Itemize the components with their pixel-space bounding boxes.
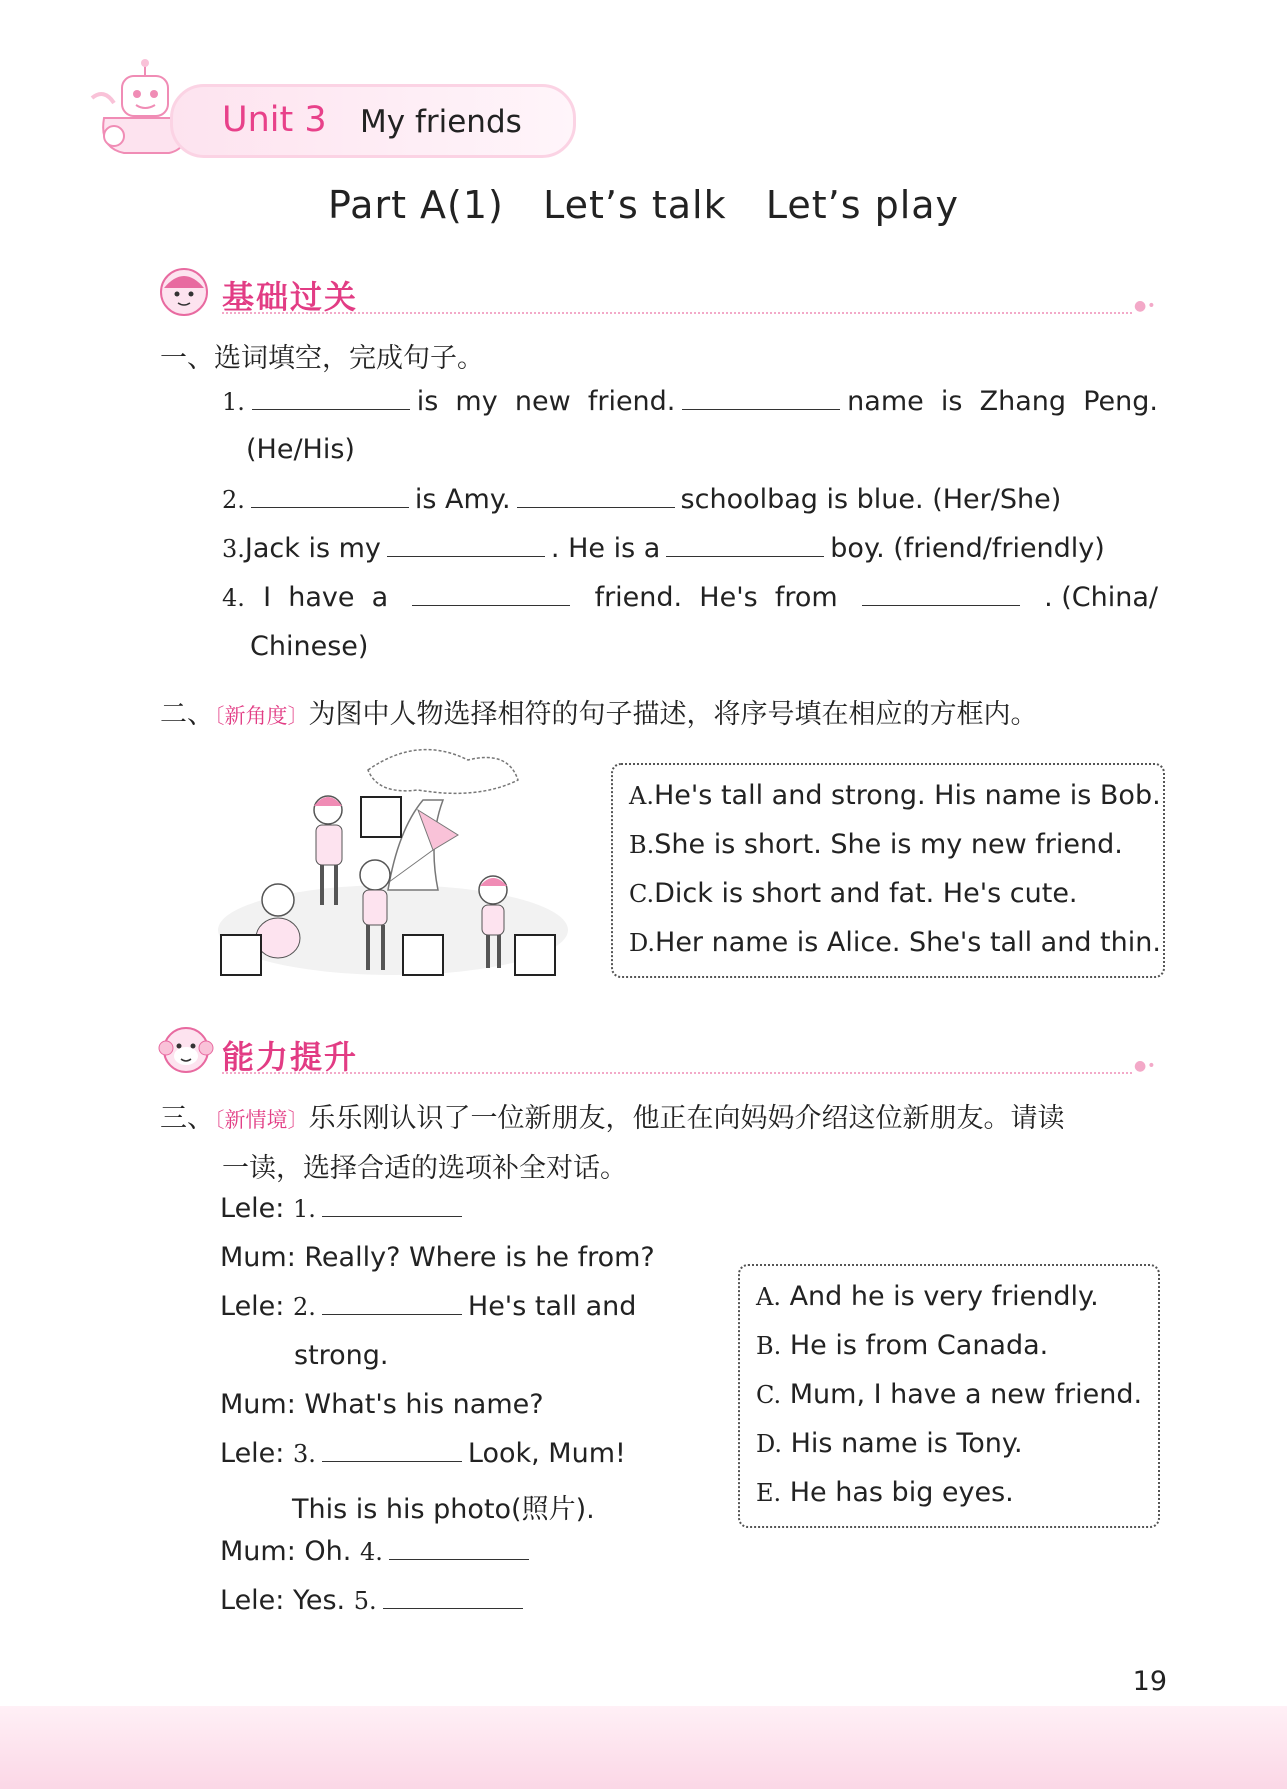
exercise-3-title — [160, 1096, 1065, 1135]
section-divider — [222, 1072, 1132, 1074]
answer-blank[interactable] — [517, 485, 675, 508]
divider-dots-icon: ●• — [1134, 1058, 1157, 1074]
question-text: . (China/ — [1044, 582, 1158, 613]
dialogue-line-9 — [220, 1585, 529, 1616]
answer-blank[interactable] — [251, 485, 409, 508]
option-letter: C. — [629, 880, 655, 908]
option-text: His name is Tony. — [790, 1428, 1023, 1459]
option-c — [629, 878, 1078, 909]
option-c — [756, 1379, 1142, 1410]
option-text: Dick is short and fat. He's cute. — [654, 878, 1078, 909]
question-text: schoolbag is blue. (Her/She) — [680, 484, 1062, 515]
question-text: is Amy. — [414, 484, 511, 515]
exercise-instruction: 为图中人物选择相符的句子描述，将序号填在相应的方框内。 — [308, 699, 1038, 730]
question-number: 1. — [222, 388, 245, 416]
dialogue-line-2: Mum: Really? Where is he from? — [220, 1242, 655, 1273]
answer-blank[interactable] — [252, 387, 410, 410]
page-title: Part A(1) Let’s talk Let’s play — [327, 183, 960, 227]
unit-number: Unit 3 — [222, 100, 327, 140]
speaker: Mum: Oh. — [220, 1536, 352, 1567]
question-3-line — [222, 533, 1105, 564]
exercise-1-title: 一、选词填空，完成句子。 — [160, 343, 484, 374]
answer-blank[interactable] — [862, 583, 1020, 606]
option-text: And he is very friendly. — [789, 1281, 1099, 1312]
dialogue-line-7: This is his photo(照片). — [292, 1494, 595, 1525]
dialogue-text: Look, Mum! — [467, 1438, 626, 1469]
option-letter: C. — [756, 1381, 782, 1409]
divider-dots-icon: ●• — [1134, 298, 1157, 314]
question-text: boy. (friend/friendly) — [830, 533, 1105, 564]
dialogue-line-6 — [220, 1438, 626, 1469]
option-text: Her name is Alice. She's tall and thin. — [655, 927, 1161, 958]
blank-number: 1. — [292, 1195, 316, 1223]
option-letter: B. — [756, 1332, 782, 1360]
question-4-line — [222, 582, 1158, 613]
question-number: 3. — [222, 535, 245, 563]
option-a — [629, 780, 1161, 811]
dialogue-line-5: Mum: What's his name? — [220, 1389, 544, 1420]
speaker: Lele: — [220, 1291, 285, 1322]
answer-blank[interactable] — [383, 1586, 523, 1609]
answer-box[interactable] — [220, 934, 262, 976]
question-1-line — [222, 386, 1158, 417]
girl-avatar-icon — [158, 266, 214, 318]
option-d — [629, 927, 1161, 958]
options-box-ex3 — [738, 1264, 1160, 1528]
question-text: name is Zhang Peng. — [847, 386, 1158, 417]
option-letter: D. — [756, 1430, 783, 1458]
blank-number: 3. — [292, 1440, 316, 1468]
option-text: He has big eyes. — [789, 1477, 1014, 1508]
option-d — [756, 1428, 1023, 1459]
exercise-number: 三、 — [160, 1103, 214, 1134]
exercise-number: 二、 — [160, 699, 214, 730]
section-heading-basic: 基础过关 — [222, 278, 359, 316]
question-text: is my new friend. — [416, 386, 676, 417]
dialogue-line-8 — [220, 1536, 535, 1567]
new-context-tag: 〔新情境〕 — [214, 1108, 309, 1132]
answer-blank[interactable] — [322, 1194, 462, 1217]
question-text: I have a — [263, 582, 389, 613]
question-number: 4. — [222, 584, 245, 612]
speaker: Lele: — [220, 1193, 285, 1224]
option-text: He is from Canada. — [789, 1330, 1049, 1361]
monkey-avatar-icon — [158, 1024, 214, 1076]
option-a — [756, 1281, 1099, 1312]
answer-box[interactable] — [402, 934, 444, 976]
dialogue-text: He's tall and — [467, 1291, 637, 1322]
blank-number: 5. — [353, 1587, 377, 1615]
options-box-ex2 — [611, 763, 1165, 978]
section-heading-advanced: 能力提升 — [222, 1038, 359, 1076]
footer-band — [0, 1706, 1287, 1789]
answer-blank[interactable] — [322, 1292, 462, 1315]
answer-box[interactable] — [360, 796, 402, 838]
option-text: Mum, I have a new friend. — [789, 1379, 1143, 1410]
dialogue-line-1 — [220, 1193, 468, 1224]
page-number: 19 — [1132, 1666, 1167, 1697]
unit-title: My friends — [360, 104, 522, 140]
option-letter: E. — [756, 1479, 782, 1507]
speaker: Lele: Yes. — [220, 1585, 346, 1616]
option-letter: D. — [629, 929, 656, 957]
question-text: . He is a — [550, 533, 661, 564]
question-number: 2. — [222, 486, 245, 514]
question-text: Jack is my — [244, 533, 381, 564]
answer-blank[interactable] — [322, 1439, 462, 1462]
answer-blank[interactable] — [387, 534, 545, 557]
new-angle-tag: 〔新角度〕 — [214, 704, 309, 728]
speaker: Lele: — [220, 1438, 285, 1469]
answer-blank[interactable] — [666, 534, 824, 557]
section-divider — [222, 312, 1132, 314]
answer-box[interactable] — [514, 934, 556, 976]
option-b — [629, 829, 1123, 860]
option-letter: B. — [629, 831, 655, 859]
answer-blank[interactable] — [412, 583, 570, 606]
dialogue-line-3 — [220, 1291, 636, 1322]
dialogue-line-4: strong. — [294, 1340, 389, 1371]
question-text: friend. He's from — [594, 582, 838, 613]
option-b — [756, 1330, 1048, 1361]
exercise-instruction: 乐乐刚认识了一位新朋友，他正在向妈妈介绍这位新朋友。请读 — [308, 1103, 1065, 1134]
question-options: Chinese) — [250, 631, 369, 662]
kids-illustration — [218, 740, 568, 980]
question-2-line — [222, 484, 1061, 515]
exercise-3-title-cont: 一读，选择合适的选项补全对话。 — [222, 1153, 627, 1184]
option-text: She is short. She is my new friend. — [654, 829, 1123, 860]
option-text: He's tall and strong. His name is Bob. — [653, 780, 1161, 811]
blank-number: 2. — [292, 1293, 316, 1321]
option-letter: A. — [756, 1283, 781, 1311]
answer-blank[interactable] — [682, 387, 840, 410]
blank-number: 4. — [359, 1538, 383, 1566]
option-letter: A. — [629, 782, 654, 810]
answer-blank[interactable] — [389, 1537, 529, 1560]
question-options: (He/His) — [246, 434, 355, 465]
exercise-2-title — [160, 692, 1038, 731]
option-e — [756, 1477, 1014, 1508]
